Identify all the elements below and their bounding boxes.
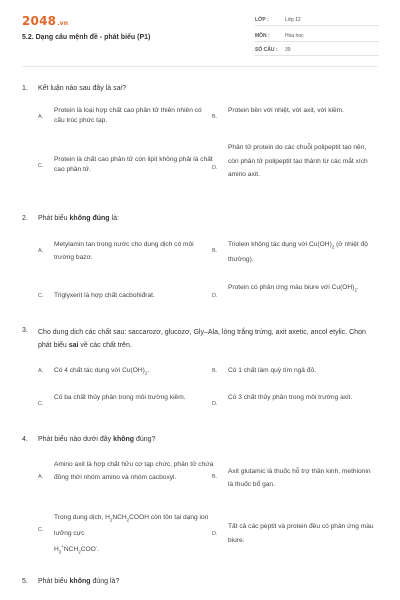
text-part: là:	[109, 215, 119, 222]
text-part: H	[54, 546, 59, 554]
text-part: Phát biểu	[38, 578, 70, 585]
emphasis: không	[69, 578, 91, 585]
superscript: +	[61, 544, 64, 550]
option-text: Tất cả các peptit và protein đều có phản ứng màu biure.	[228, 523, 374, 544]
logo-main: 2048	[22, 14, 57, 28]
text-part: Protein có phản ứng màu biure với Cu(OH)	[228, 284, 355, 291]
option-letter: C.	[38, 163, 44, 169]
subscript: 2	[109, 517, 113, 523]
text-part: Phát biểu nào dưới đây	[38, 436, 114, 443]
text-part: .	[147, 367, 150, 374]
question-text	[38, 435, 376, 445]
text-part: COOH còn tồn tại dạng ion lưỡng cực	[54, 514, 209, 537]
emphasis: sai	[113, 85, 123, 92]
option-text: Protein là loại hợp chất cao phân tử thiên nhiên có cấu trúc phức tạp.	[54, 107, 202, 124]
option-letter: B.	[212, 114, 218, 120]
text-part: về các chất trên.	[78, 342, 132, 349]
meta-class	[255, 14, 379, 26]
option-text: Protein là chất cao phân tử còn lipit không phải là chất cao phân tử.	[54, 156, 213, 173]
option-letter: D.	[212, 401, 218, 407]
option-text: Có ba chất thủy phân trong môi trường kiềm.	[54, 394, 186, 401]
question-number: 1.	[22, 85, 28, 92]
text-part: NCH	[112, 514, 127, 521]
option-text	[54, 511, 214, 559]
meta-value: Hóa học	[285, 33, 304, 39]
subscript: 2	[78, 549, 81, 555]
option-letter: D.	[212, 531, 218, 537]
option-text: Amino axit là hợp chất hữu cơ tạp chức, phân tử chứa đồng thời nhóm amino và nhóm cacboxyl.	[54, 461, 214, 481]
superscript: -	[95, 544, 98, 550]
subscript: 2	[354, 287, 357, 293]
question-text	[38, 326, 376, 352]
text-part: Trong dung dịch, H	[54, 514, 110, 521]
question-number: 5.	[22, 578, 28, 585]
meta-label: LỚP :	[255, 17, 269, 23]
meta-label: MÔN :	[255, 33, 270, 39]
option-letter: C.	[38, 527, 44, 533]
page-title: 5.2. Dạng câu mệnh đề - phát biểu (P1)	[22, 34, 151, 41]
text-part: đúng là?	[90, 578, 120, 585]
subscript: 2	[126, 517, 130, 523]
option-text	[54, 366, 214, 378]
option-text: Phân tử protein do các chuỗi polipeptit tạo nên, còn phân tử polipeptit tạo thành từ các mắt xích amino axit.	[228, 144, 368, 178]
page-header	[0, 0, 400, 66]
emphasis: không đúng	[69, 215, 110, 222]
emphasis: sai	[68, 342, 79, 349]
site-logo[interactable]	[22, 14, 68, 28]
option-letter: B.	[212, 368, 218, 374]
option-letter: D.	[212, 293, 218, 299]
text-part: (ở nhiệt độ thường).	[228, 241, 368, 264]
option-text: Triglyxerit là hợp chất cacbohiđrat.	[54, 292, 155, 299]
text-part: ?	[122, 85, 126, 92]
meta-subject	[255, 30, 379, 42]
subscript: 2	[144, 370, 148, 376]
logo-suffix: .vn	[57, 20, 69, 27]
option-letter: B.	[212, 474, 218, 480]
meta-value: Lớp 12	[285, 17, 301, 23]
option-text: Có 1 chất làm quỳ tím ngả đỏ.	[228, 367, 316, 374]
text-part: .	[97, 546, 100, 554]
option-text: Có 3 chất thủy phân trong môi trường axit.	[228, 394, 353, 401]
option-letter: C.	[38, 401, 44, 407]
question-number: 3.	[22, 327, 28, 334]
option-text	[228, 281, 376, 296]
option-text: Metylamin tan trong nước cho dung dịch có môi trường bazơ.	[54, 241, 194, 261]
option-letter: C.	[38, 293, 44, 299]
text-part: NCH	[63, 546, 79, 554]
subscript: 2	[331, 244, 335, 250]
question-number: 4.	[22, 436, 28, 443]
header-divider	[22, 66, 378, 67]
text-part: Kết luận nào sau đây là	[38, 85, 114, 92]
option-letter: A.	[38, 368, 44, 374]
text-part: Triolein không tác dụng với Cu(OH)	[228, 241, 332, 248]
text-part: COO	[80, 546, 96, 554]
question-number: 2.	[22, 215, 28, 222]
option-letter: B.	[212, 248, 218, 254]
text-part: đúng?	[134, 436, 156, 443]
meta-value: 39	[285, 47, 291, 53]
question-text	[38, 214, 376, 224]
question-text	[38, 84, 376, 94]
option-letter: A.	[38, 474, 44, 480]
option-text: Protein bền với nhiệt, với axit, với kiềm.	[228, 107, 344, 114]
option-letter: A.	[38, 114, 44, 120]
option-text: Axit glutamic là thuốc hỗ trợ thần kinh, methionin là thuốc bổ gan.	[228, 468, 371, 488]
option-text	[228, 238, 376, 266]
text-part: Có 4 chất tác dụng với Cu(OH)	[54, 367, 145, 374]
text-part: .	[356, 284, 359, 291]
text-part: Cho dung dịch các chất sau: saccarozơ, glucozơ, Gly–Ala, lòng trắng trứng, axit axetic, ancol etylic. Chọn phát biểu	[38, 329, 366, 349]
emphasis: không	[113, 436, 135, 443]
meta-label: SỐ CÂU :	[255, 47, 278, 53]
meta-count	[255, 44, 379, 56]
option-letter: A.	[38, 248, 44, 254]
subscript: 3	[58, 549, 62, 555]
option-letter: D.	[212, 165, 218, 171]
text-part: Phát biểu	[38, 215, 70, 222]
question-text	[38, 577, 376, 587]
